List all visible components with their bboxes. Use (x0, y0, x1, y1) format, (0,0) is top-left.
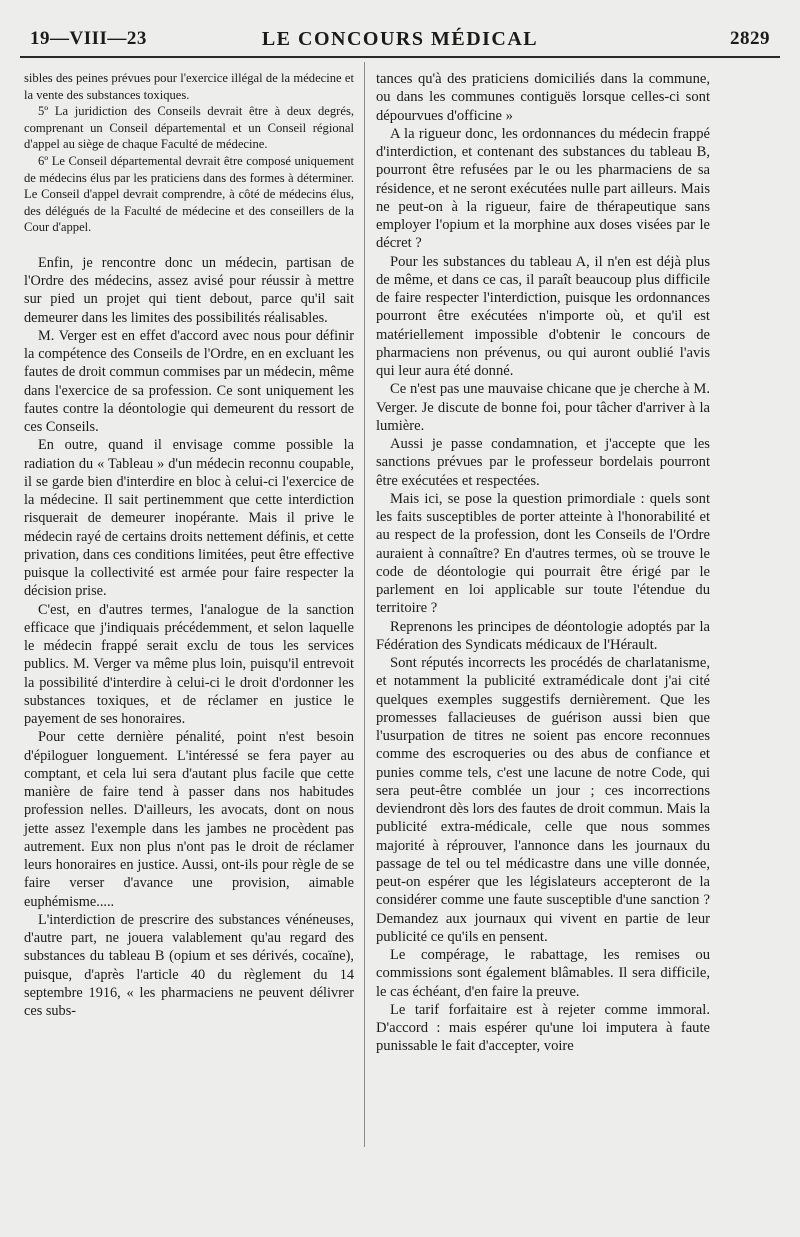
paragraph: tances qu'à des praticiens domiciliés dans la commune, ou dans les communes contiguës lorsque celles-ci sont dépourvues d'officine » (376, 71, 710, 124)
paragraph: L'interdiction de prescrire des substances vénéneuses, d'autre part, ne jouera valablement qu'au regard des substances du tableau B (opium et ses dérivés, cocaïne), puisque, d'après l'article 40 du règlement du 14 septembre 1916, « les pharmaciens ne peuvent délivrer ces subs- (24, 911, 354, 1020)
paragraph: Aussi je passe condamnation, et j'accepte que les sanctions prévues par le professeur bordelais pourront être exécutées et respectées. (376, 436, 710, 489)
paragraph: Le compérage, le rabattage, les remises ou commissions sont également blâmables. Il sera difficile, le cas échéant, d'en faire la preuve. (376, 947, 710, 1000)
header-rule (20, 56, 780, 58)
paragraph: sibles des peines prévues pour l'exercice illégal de la médecine et la vente des substances toxiques. (24, 71, 354, 102)
paragraph: En outre, quand il envisage comme possible la radiation du « Tableau » d'un médecin reconnu coupable, il se garde bien d'interdire en bloc à celui-ci l'exercice de la médecine. Il sait pertinemment que cette interdiction risquerait de demeurer inopérante. Mais il prive le médecin rayé de certains droits nettement définis, et cette privation, dans ces conditions limitées, peut être effective puisque la collectivité est armée pour faire respecter la décision prise. (24, 437, 354, 600)
paragraph: M. Verger est en effet d'accord avec nous pour définir la compétence des Conseils de l'Ordre, en en excluant les fautes de droit commun commises par un médecin, même dans l'exercice de sa profession. Ce sont uniquement les fautes contre la déontologie qui demeurent du ressort de ces Conseils. (24, 327, 354, 436)
page-number: 2829 (730, 28, 770, 49)
paragraph: 5º La juridiction des Conseils devrait être à deux degrés, comprenant un Conseil départemental et un Conseil régional d'appel au siège de chaque Faculté de médecine. (24, 104, 354, 152)
paragraph: Ce n'est pas une mauvaise chicane que je cherche à M. Verger. Je discute de bonne foi, pour tâcher d'arriver à la lumière. (376, 381, 710, 434)
paragraph: Enfin, je rencontre donc un médecin, partisan de l'Ordre des médecins, assez avisé pour réussir à mettre sur pied un projet qui tient debout, parce qu'il sait demeurer dans les limites des possibilités réalisables. (24, 254, 354, 326)
column-divider (364, 62, 365, 1147)
paragraph: Le tarif forfaitaire est à rejeter comme immoral. D'accord : mais espérer qu'une loi imputera à faute punissable le fait d'accepter, voire (376, 1001, 710, 1055)
right-column (376, 70, 710, 1056)
paragraph: 6º Le Conseil départemental devrait être composé uniquement de médecins élus par les praticiens dans des formes à déterminer. Le Conseil d'appel devrait comprendre, à côté de médecins élus, des délégués de la Faculté de médecine et des conseillers de la Cour d'appel. (24, 153, 354, 235)
paragraph: C'est, en d'autres termes, l'analogue de la sanction efficace que j'indiquais précédemment, et selon laquelle le médecin frappé serait exclu de tous les services publics. M. Verger va même plus loin, puisqu'il entrevoit la possibilité d'interdire à celui-ci le droit d'ordonner les substances toxiques, et de réclamer en justice le payement de ses honoraires. (24, 601, 354, 728)
paragraph: Pour les substances du tableau A, il n'en est déjà plus de même, et dans ce cas, il paraît beaucoup plus difficile de faire respecter l'interdiction, puisque les ordonnances pourront être exécutées n'importe où, et qu'il est matériellement impossible d'obtenir le concours de pharmaciens non prévenus, ou qui auront oublié l'avis qui leur aura été donné. (376, 253, 710, 379)
page-header (20, 22, 780, 56)
paragraph: Reprenons les principes de déontologie adoptés par la Fédération des Syndicats médicaux de l'Hérault. (376, 618, 710, 653)
paragraph: Mais ici, se pose la question primordiale : quels sont les faits susceptibles de porter atteinte à l'honorabilité et au respect de la profession, dont les Conseils de l'Ordre auraient à connaître? En d'autres termes, où se trouve le code de déontologie qui pourrait être érigé par le parlement en loi applicable sur toute l'étendue du territoire ? (376, 490, 710, 617)
journal-title: LE CONCOURS MÉDICAL (261, 28, 539, 50)
paragraph: Sont réputés incorrects les procédés de charlatanisme, et notamment la publicité extramédicale dont j'ai cité quelques exemples suggestifs dernièrement. Que les promesses fallacieuses de guérison aussi bien que l'usurpation de titres ne soient pas encore reconnues comme des escroqueries ou des abus de confiance et punies comme tels, c'est une lacune de notre Code, qui sera peut-être comblée un jour ; ces incorrections deviendront dès lors des fautes de droit commun. Mais la publicité extra-médicale, celle que nous sommes majorité à réprouver, l'annonce dans les journaux du passage de tel ou tel médicastre dans une ville donnée, peut-on espérer que les législateurs accepteront de la considérer comme une faute susceptible d'une sanction ? Demandez aux journaux qui vivent en partie de leur publicité ce qu'ils en pensent. (376, 655, 710, 945)
left-column (24, 70, 354, 1020)
paragraph: A la rigueur donc, les ordonnances du médecin frappé d'interdiction, et contenant des substances du tableau B, pourront être refusées par le ou les pharmaciens de sa résidence, et ne seront exécutées nulle part ailleurs. Mais ne peut-on à la rigueur, faire de thérapeutique sans employer l'opium et la morphine aux doses visées par le décret ? (376, 125, 710, 252)
paragraph: Pour cette dernière pénalité, point n'est besoin d'épiloguer longuement. L'intéressé se fera payer au comptant, et cela lui sera d'autant plus facile que cette manière de faire tend à passer dans nos habitudes profession nelles. D'ailleurs, les avocats, dont on nous jette assez l'exemple dans les jambes ne procèdent pas autrement. Eux non plus n'ont pas le droit de réclamer leurs honoraires en justice. Aussi, ont-ils pour règle de se faire verser d'avance une provision, aimable euphémisme..... (24, 729, 354, 910)
issue-date: 19—VIII—23 (30, 28, 147, 49)
